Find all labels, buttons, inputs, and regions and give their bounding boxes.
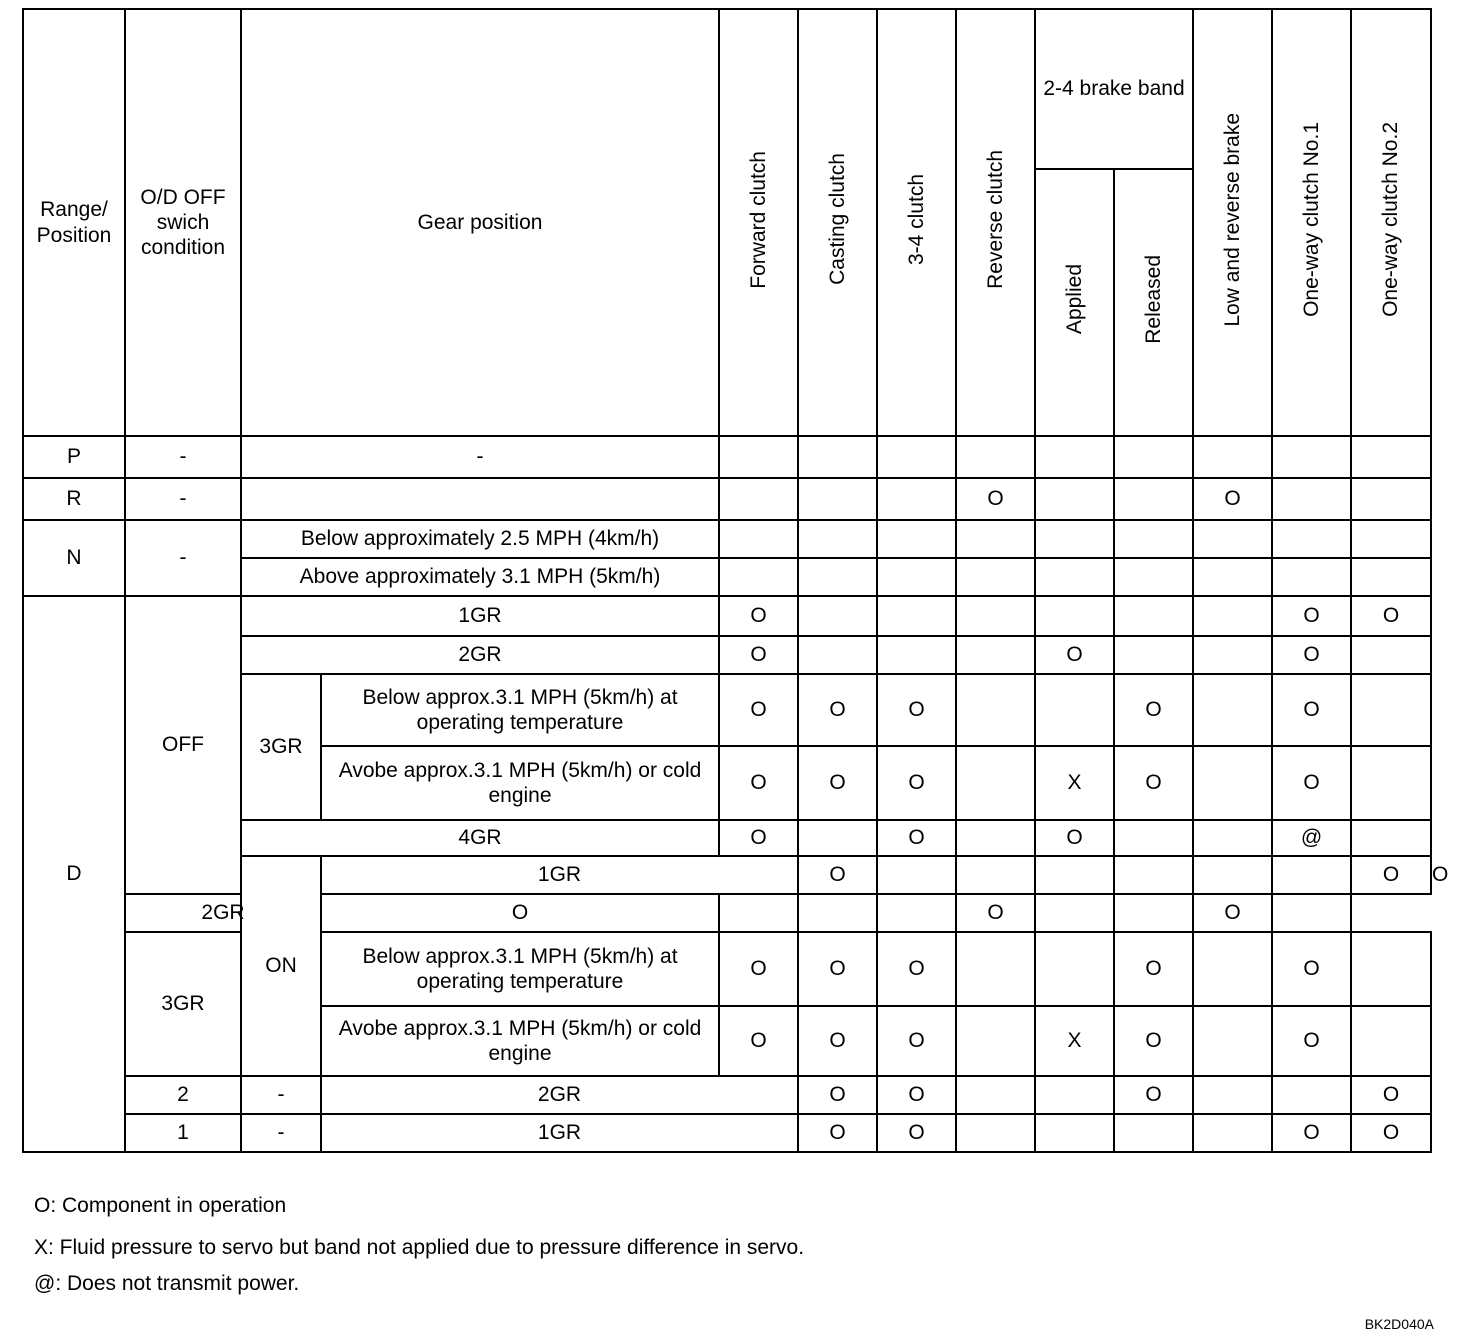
mark-cell: O xyxy=(719,674,798,746)
od-on: ON xyxy=(241,856,321,1076)
mark-cell xyxy=(1272,856,1351,894)
range-d: D xyxy=(23,596,125,1152)
mark-cell xyxy=(1193,1114,1272,1152)
gear-cell: - xyxy=(241,436,719,478)
mark-cell: O xyxy=(321,894,719,932)
legend-at: @: Does not transmit power. xyxy=(34,1272,300,1295)
mark-cell xyxy=(956,520,1035,558)
range-r: R xyxy=(23,478,125,520)
mark-cell xyxy=(1035,932,1114,1006)
mark-cell xyxy=(1351,932,1431,1006)
mark-cell xyxy=(1351,558,1431,596)
mark-cell xyxy=(956,558,1035,596)
mark-cell xyxy=(1035,894,1114,932)
od-cell: - xyxy=(241,1114,321,1152)
gear-cell: Avobe approx.3.1 MPH (5km/h) or cold engine xyxy=(321,1006,719,1076)
mark-cell xyxy=(1193,558,1272,596)
mark-cell xyxy=(1272,478,1351,520)
mark-cell xyxy=(877,520,956,558)
mark-cell xyxy=(956,1114,1035,1152)
mark-cell: O xyxy=(1035,820,1114,856)
mark-cell: O xyxy=(798,674,877,746)
mark-cell: O xyxy=(877,932,956,1006)
mark-cell xyxy=(1193,1076,1272,1114)
legend-x: X: Fluid pressure to servo but band not applied due to pressure difference in servo. xyxy=(34,1236,805,1259)
mark-cell: O xyxy=(1193,894,1272,932)
mark-cell xyxy=(956,932,1035,1006)
mark-cell xyxy=(1193,674,1272,746)
mark-cell xyxy=(1114,856,1193,894)
mark-cell: O xyxy=(1114,932,1193,1006)
mark-cell xyxy=(956,436,1035,478)
mark-cell: O xyxy=(1114,674,1193,746)
gear-cell: 2GR xyxy=(125,894,321,932)
mark-cell xyxy=(1351,746,1431,820)
mark-cell: O xyxy=(956,894,1035,932)
mark-cell xyxy=(798,596,877,636)
mark-cell: O xyxy=(719,636,798,674)
mark-cell xyxy=(798,478,877,520)
header-gear-position: Gear position xyxy=(241,9,719,436)
gear-cell: Below approx.3.1 MPH (5km/h) at operating temperature xyxy=(321,674,719,746)
mark-cell xyxy=(1114,558,1193,596)
mark-cell xyxy=(1114,894,1193,932)
header-3-4-clutch: 3-4 clutch xyxy=(877,9,956,436)
header-reverse-clutch: Reverse clutch xyxy=(956,9,1035,436)
gear-cell: 2GR xyxy=(321,1076,798,1114)
mark-cell: O xyxy=(798,1006,877,1076)
header-brake-band: 2-4 brake band xyxy=(1035,9,1193,169)
mark-cell: O xyxy=(1272,636,1351,674)
mark-cell xyxy=(1035,558,1114,596)
mark-cell: O xyxy=(798,746,877,820)
mark-cell xyxy=(1351,636,1431,674)
mark-cell xyxy=(1114,596,1193,636)
od-cell: - xyxy=(125,436,241,478)
header-range-position: Range/ Position xyxy=(23,9,125,436)
mark-cell: O xyxy=(877,1076,956,1114)
mark-cell: O xyxy=(798,1114,877,1152)
mark-cell: O xyxy=(1272,674,1351,746)
mark-cell xyxy=(877,636,956,674)
mark-cell: O xyxy=(719,746,798,820)
gear-cell: 2GR xyxy=(241,636,719,674)
header-band-released: Released xyxy=(1114,169,1193,436)
mark-cell: O xyxy=(1114,746,1193,820)
mark-cell xyxy=(956,1076,1035,1114)
mark-cell xyxy=(1035,1114,1114,1152)
mark-cell: O xyxy=(798,932,877,1006)
mark-cell: O xyxy=(1114,1076,1193,1114)
mark-cell: O xyxy=(1351,1076,1431,1114)
mark-cell xyxy=(956,1006,1035,1076)
mark-cell xyxy=(719,478,798,520)
mark-cell xyxy=(798,894,877,932)
mark-cell xyxy=(956,746,1035,820)
mark-cell xyxy=(719,436,798,478)
mark-cell xyxy=(1193,436,1272,478)
header-band-applied: Applied xyxy=(1035,169,1114,436)
mark-cell xyxy=(1193,856,1272,894)
mark-cell xyxy=(1193,820,1272,856)
mark-cell xyxy=(1035,478,1114,520)
mark-cell: O xyxy=(1351,1114,1431,1152)
mark-cell: O xyxy=(1272,932,1351,1006)
mark-cell xyxy=(1193,596,1272,636)
mark-cell: O xyxy=(798,1076,877,1114)
mark-cell xyxy=(956,596,1035,636)
mark-cell: @ xyxy=(1272,820,1351,856)
mark-cell xyxy=(1272,1076,1351,1114)
header-forward-clutch: Forward clutch xyxy=(719,9,798,436)
mark-cell: O xyxy=(719,596,798,636)
mark-cell xyxy=(719,558,798,596)
mark-cell: O xyxy=(1272,746,1351,820)
mark-cell: O xyxy=(719,932,798,1006)
mark-cell xyxy=(1351,478,1431,520)
range-p: P xyxy=(23,436,125,478)
mark-cell xyxy=(798,436,877,478)
mark-cell xyxy=(719,894,798,932)
mark-cell: O xyxy=(956,478,1035,520)
mark-cell xyxy=(1114,820,1193,856)
component-operation-table: Range/ Position O/D OFF swich condition Gear position Forward clutch Casting clutch 3-4 clutch Reverse clutch 2-4 brake band Low and reverse brake One-way clutch No.1 One-way clutch No.2 Applied Released P - - R - O O N - Below approximately 2.5 MPH (4km/h) Above approximately 3.1 MPH (5km/h) D OFF 1GR O O O 2GR O O O 3GR Below approx.3.1 MPH (5km/h) at operating temperature O O O O O Avobe approx.3.1 MPH (5km/h) or cold engine O O O X O O 4GR O O O @ ON 1GR O O O 2GR O O O 3GR Below approx.3.1 MPH (5km/h) at operating temperature O O O O O Avobe approx.3.1 MPH (5km/h) or cold engine O O O X O O 2 - 2GR O O O O 1 - 1GR O O O O xyxy=(22,8,1432,1153)
mark-cell xyxy=(1114,436,1193,478)
mark-cell xyxy=(798,820,877,856)
mark-cell xyxy=(1035,856,1114,894)
mark-cell: O xyxy=(719,1006,798,1076)
mark-cell xyxy=(1193,520,1272,558)
gear-cell: 1GR xyxy=(241,596,719,636)
range-n: N xyxy=(23,520,125,596)
mark-cell xyxy=(1114,1114,1193,1152)
header-od-off-switch: O/D OFF swich condition xyxy=(125,9,241,436)
mark-cell: O xyxy=(877,746,956,820)
mark-cell: O xyxy=(719,820,798,856)
mark-cell: O xyxy=(1193,478,1272,520)
mark-cell xyxy=(1272,436,1351,478)
gear-cell: Above approximately 3.1 MPH (5km/h) xyxy=(241,558,719,596)
mark-cell xyxy=(798,520,877,558)
mark-cell: O xyxy=(877,820,956,856)
mark-cell xyxy=(719,520,798,558)
range-2: 2 xyxy=(125,1076,241,1114)
mark-cell: X xyxy=(1035,1006,1114,1076)
mark-cell xyxy=(877,558,956,596)
mark-cell xyxy=(1114,636,1193,674)
mark-cell xyxy=(1114,520,1193,558)
mark-cell xyxy=(1193,1006,1272,1076)
range-1: 1 xyxy=(125,1114,241,1152)
gear-cell: Below approx.3.1 MPH (5km/h) at operating temperature xyxy=(321,932,719,1006)
mark-cell xyxy=(1035,436,1114,478)
mark-cell xyxy=(877,856,956,894)
header-one-way-clutch-1: One-way clutch No.1 xyxy=(1272,9,1351,436)
mark-cell xyxy=(956,636,1035,674)
mark-cell: O xyxy=(877,1114,956,1152)
od-off: OFF xyxy=(125,596,241,894)
mark-cell: O xyxy=(1272,1114,1351,1152)
mark-cell xyxy=(1272,558,1351,596)
mark-cell xyxy=(1035,1076,1114,1114)
mark-cell xyxy=(1351,674,1431,746)
gear-cell xyxy=(241,478,719,520)
gear-cell: Avobe approx.3.1 MPH (5km/h) or cold engine xyxy=(321,746,719,820)
mark-cell xyxy=(1351,436,1431,478)
mark-cell xyxy=(1035,674,1114,746)
mark-cell xyxy=(877,894,956,932)
figure-code: BK2D040A xyxy=(1364,1316,1434,1332)
mark-cell xyxy=(877,436,956,478)
mark-cell: O xyxy=(877,674,956,746)
mark-cell: O xyxy=(877,1006,956,1076)
mark-cell xyxy=(1272,520,1351,558)
mark-cell xyxy=(1351,520,1431,558)
mark-cell xyxy=(798,558,877,596)
mark-cell xyxy=(798,636,877,674)
mark-cell: O xyxy=(1351,856,1431,894)
mark-cell: O xyxy=(1351,596,1431,636)
mark-cell xyxy=(956,674,1035,746)
mark-cell: O xyxy=(1035,636,1114,674)
gear-cell: 4GR xyxy=(241,820,719,856)
header-one-way-clutch-2: One-way clutch No.2 xyxy=(1351,9,1431,436)
header-low-reverse-brake: Low and reverse brake xyxy=(1193,9,1272,436)
header-casting-clutch: Casting clutch xyxy=(798,9,877,436)
mark-cell xyxy=(1351,1006,1431,1076)
mark-cell xyxy=(1193,636,1272,674)
od-cell: - xyxy=(125,478,241,520)
mark-cell xyxy=(1193,746,1272,820)
mark-cell xyxy=(1114,478,1193,520)
mark-cell: O xyxy=(1272,596,1351,636)
gear-cell: 1GR xyxy=(321,1114,798,1152)
gear-cell: 1GR xyxy=(321,856,798,894)
mark-cell xyxy=(956,856,1035,894)
mark-cell: O xyxy=(1114,1006,1193,1076)
mark-cell xyxy=(1351,820,1431,856)
od-cell: - xyxy=(241,1076,321,1114)
gear-3gr: 3GR xyxy=(125,932,241,1076)
mark-cell xyxy=(1035,520,1114,558)
mark-cell xyxy=(877,596,956,636)
mark-cell xyxy=(1193,932,1272,1006)
mark-cell xyxy=(1035,596,1114,636)
gear-3gr: 3GR xyxy=(241,674,321,820)
mark-cell xyxy=(877,478,956,520)
mark-cell xyxy=(1272,894,1351,932)
mark-cell: O xyxy=(1272,1006,1351,1076)
legend-o: O: Component in operation xyxy=(34,1194,287,1217)
mark-cell: X xyxy=(1035,746,1114,820)
gear-cell: Below approximately 2.5 MPH (4km/h) xyxy=(241,520,719,558)
od-cell: - xyxy=(125,520,241,596)
mark-cell xyxy=(956,820,1035,856)
mark-cell: O xyxy=(798,856,877,894)
